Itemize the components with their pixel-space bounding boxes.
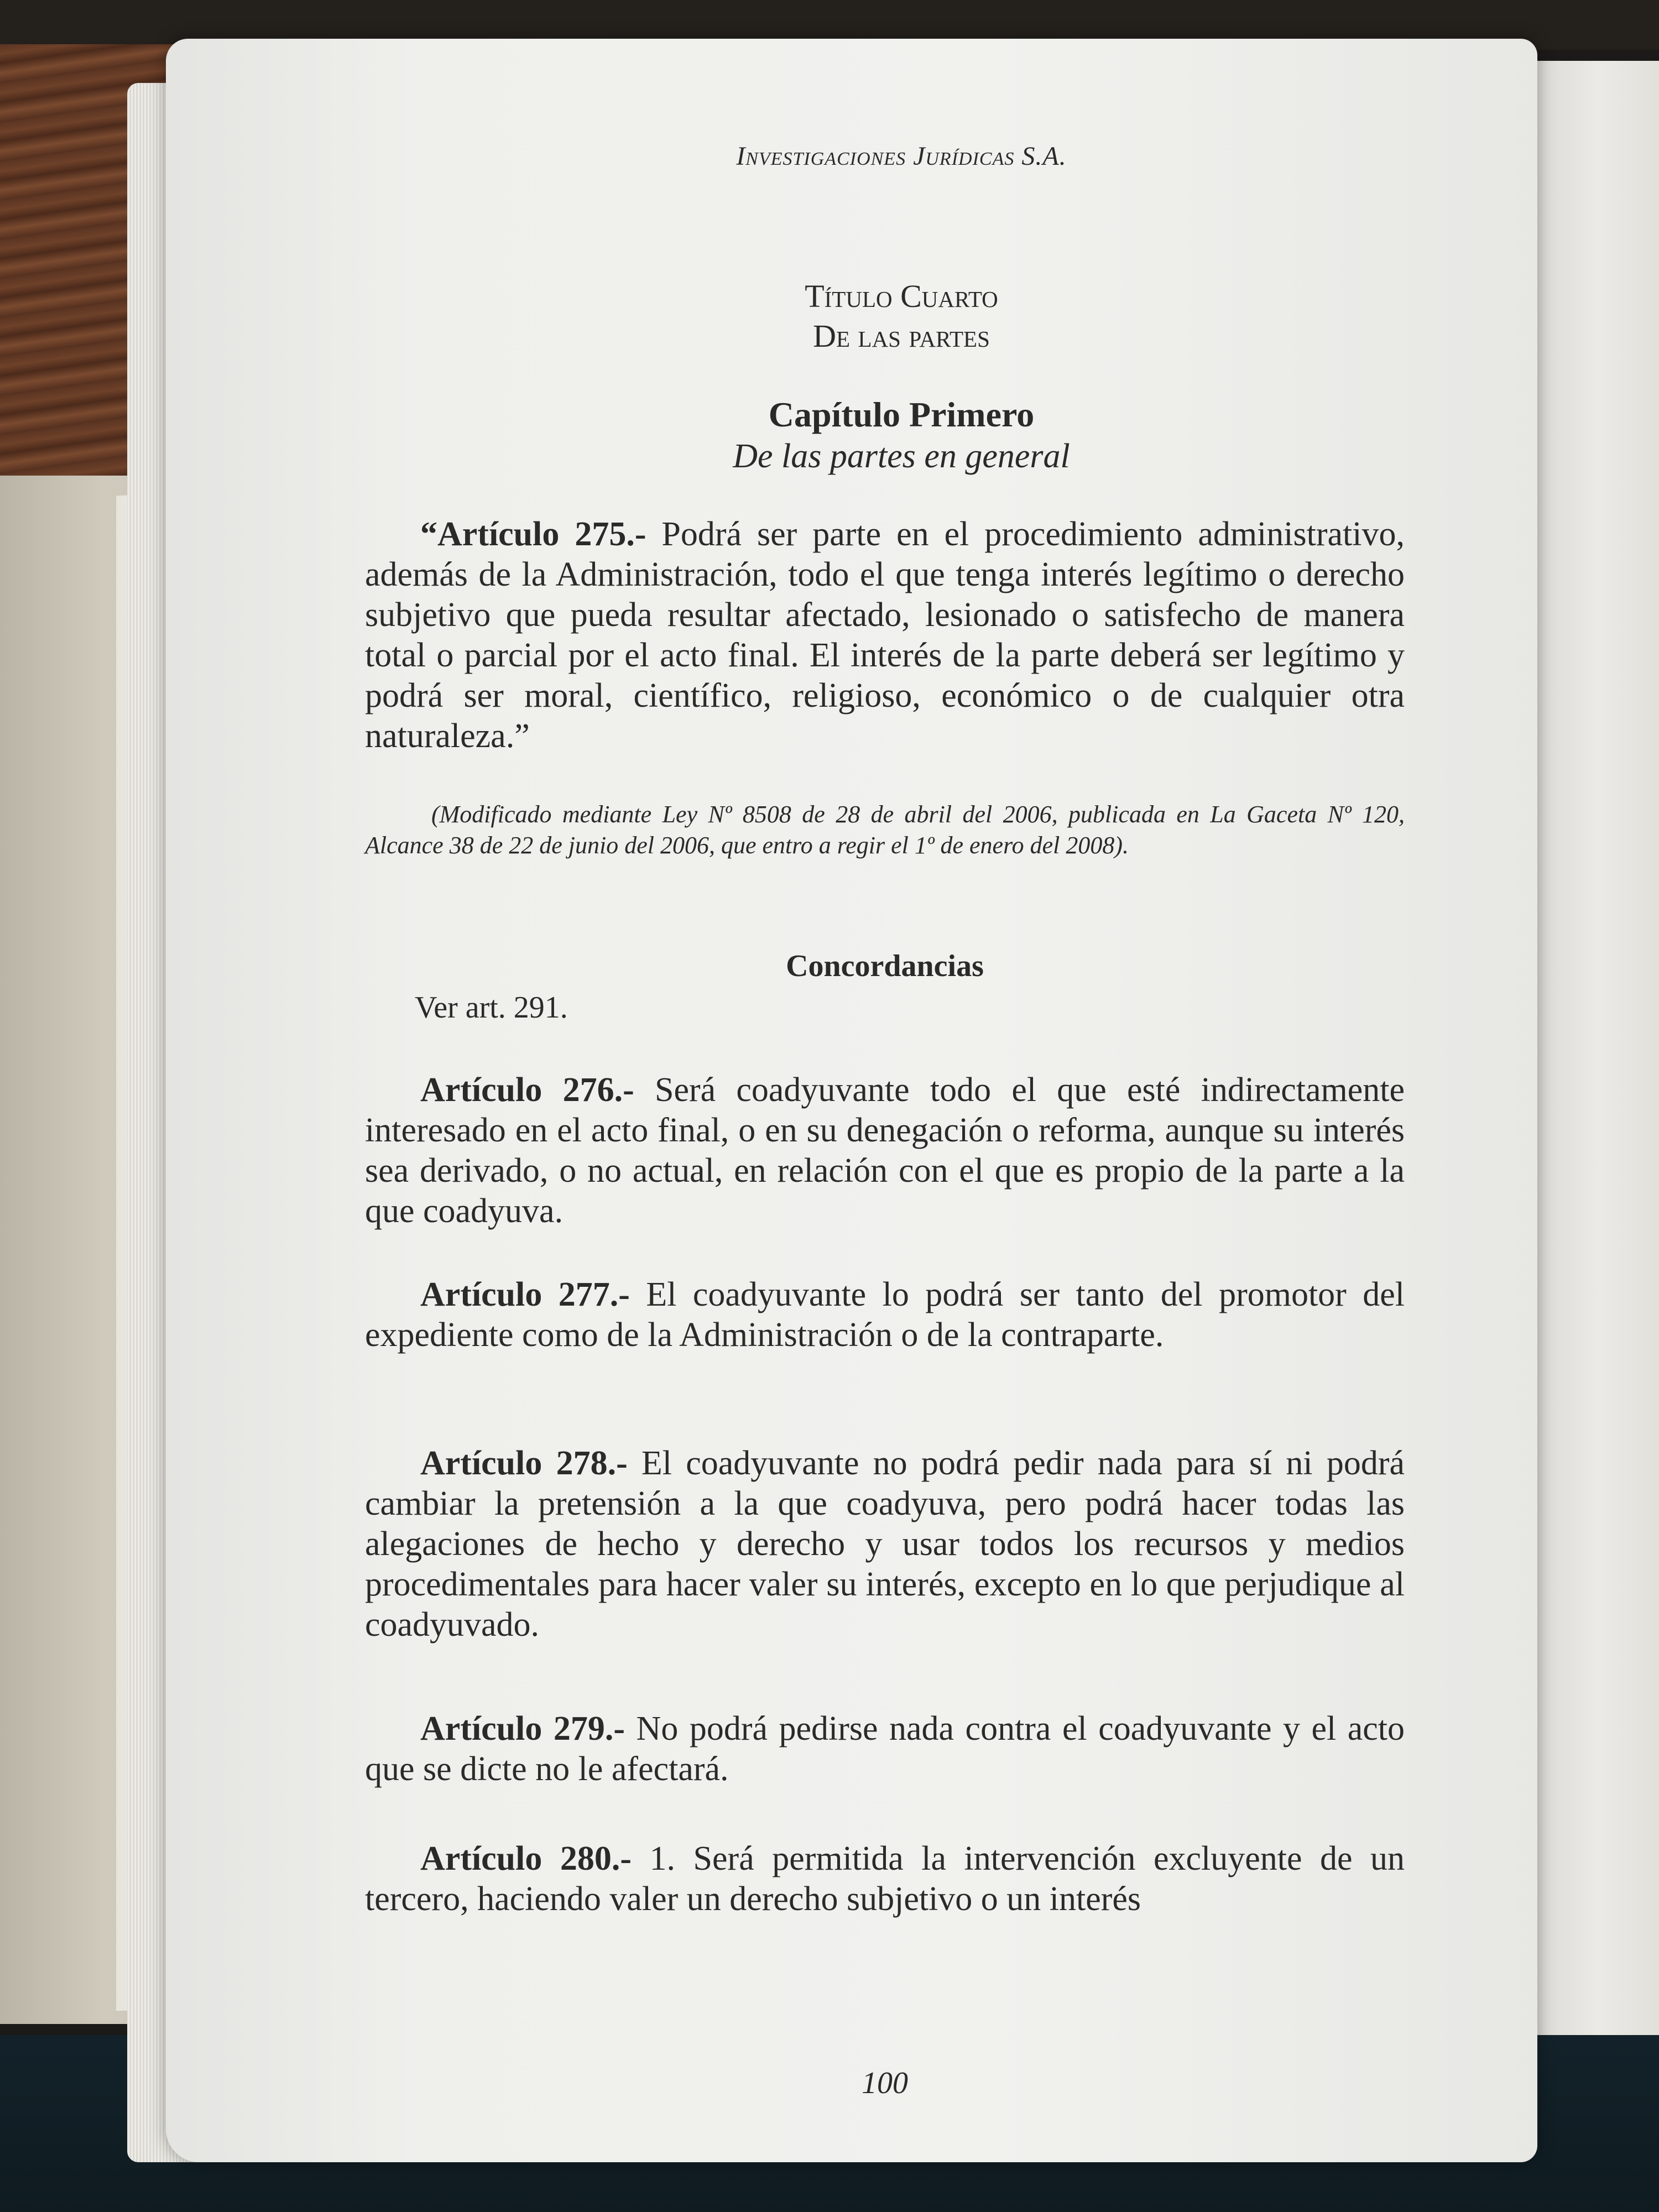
article-276 <box>365 1070 1405 1232</box>
article-label: Artículo 279.- <box>420 1710 625 1747</box>
amendment-note-text: (Modificado mediante Ley Nº 8508 de 28 de abril del 2006, publicada en La Gaceta Nº 120, Alcance 38 de 22 de junio del 2006, que entro a regir el 1º de enero del 2008). <box>365 801 1405 859</box>
title-line-1: Título Cuarto <box>805 278 998 314</box>
chapter-subtitle: De las partes en general <box>733 437 1070 475</box>
article-text: Podrá ser parte en el procedimiento administrativo, además de la Administración, todo el que tenga interés legítimo o derecho subjetivo que pueda resultar afectado, lesionado o satisfecho de manera total o parcial por el acto final. El interés de la parte deberá ser legítimo y podrá ser moral, científico, religioso, económico o de cualquier otra naturaleza.” <box>365 515 1405 755</box>
article-text: 1. Será permitida la intervención excluyente de un tercero, haciendo valer un derecho subjetivo o un interés <box>365 1840 1405 1918</box>
article-label: Artículo 277.- <box>420 1276 630 1313</box>
chapter-title: Capítulo Primero <box>768 395 1035 434</box>
article-label: Artículo 276.- <box>420 1071 634 1109</box>
article-277 <box>365 1275 1405 1355</box>
article-text: No podrá pedirse nada contra el coadyuvante y el acto que se dicte no le afectará. <box>365 1710 1405 1788</box>
title-block <box>365 276 1438 356</box>
article-text: El coadyuvante lo podrá ser tanto del promotor del expediente como de la Administración o de la contraparte. <box>365 1276 1405 1354</box>
article-label: Artículo 280.- <box>420 1840 632 1877</box>
article-279 <box>365 1709 1405 1790</box>
article-label: “Artículo 275.- <box>420 515 646 553</box>
article-text: El coadyuvante no podrá pedir nada para sí ni podrá cambiar la pretensión a la que coadyuva, pero podrá hacer todas las alegaciones de hecho y derecho y usar todos los recursos y medios procedimentales para hacer valer su interés, excepto en lo que perjudique al coadyuvado. <box>365 1444 1405 1644</box>
article-278 <box>365 1443 1405 1645</box>
article-280 <box>365 1839 1405 1919</box>
article-label: Artículo 278.- <box>420 1444 628 1482</box>
running-header: Investigaciones Jurídicas S.A. <box>736 142 1067 171</box>
page-number: 100 <box>862 2066 908 2100</box>
article-275 <box>365 514 1405 757</box>
concordancias-text: Ver art. 291. <box>415 990 568 1025</box>
book-page <box>166 39 1537 2162</box>
concordancias-title: Concordancias <box>786 949 984 983</box>
amendment-note <box>365 799 1405 861</box>
article-text: Será coadyuvante todo el que esté indirectamente interesado en el acto final, o en su denegación o reforma, aunque su interés sea derivado, o no actual, en relación con el que es propio de la parte a la que coadyuva. <box>365 1071 1405 1230</box>
title-line-2: De las partes <box>813 318 990 354</box>
